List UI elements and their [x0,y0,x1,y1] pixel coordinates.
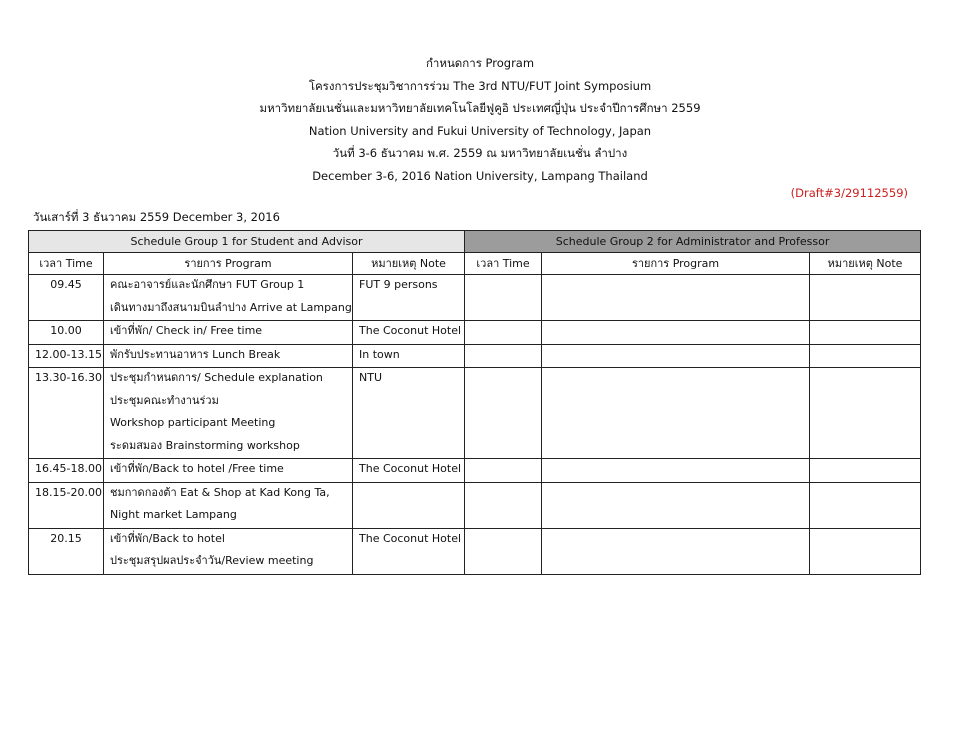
group2-time-cell [465,482,542,528]
table-row [29,344,921,368]
row-time: 13.30-16.30 [35,371,102,384]
header-line-project: โครงการประชุมวิชาการร่วม The 3rd NTU/FUT Joint Symposium [308,78,652,93]
group2-program-header: รายการ Program [542,253,810,275]
group2-program-cell [542,275,810,321]
row-program-line: เดินทางมาถึงสนามบินลำปาง Arrive at Lampang [110,300,352,314]
group2-note-cell [810,482,921,528]
row-time: 18.15-20.00 [35,485,102,499]
row-note [359,483,458,506]
draft-label: (Draft#3/29112559) [790,186,908,200]
row-program-line: พักรับประทานอาหาร Lunch Break [110,347,281,361]
document-header [0,52,960,187]
row-program-line: เข้าที่พัก/ Check in/ Free time [110,324,263,337]
column-header-row [29,253,921,275]
row-program-line: Workshop participant Meeting [110,416,276,429]
group2-program-cell [542,459,810,483]
group2-note-cell [810,344,921,368]
group2-time-cell [465,368,542,459]
group-header-row [29,231,921,253]
table-row [29,459,921,483]
table-row [29,482,921,528]
row-program-line: ประชุมกำหนดการ/ Schedule explanation [110,371,323,384]
group2-note-cell [810,528,921,574]
group2-note-cell [810,368,921,459]
row-note: In town [359,347,400,361]
schedule-table [28,230,921,575]
group2-time-cell [465,459,542,483]
group2-time-cell [465,344,542,368]
group2-header: Schedule Group 2 for Administrator and Professor [465,231,921,253]
header-line-universities-english: Nation University and Fukui University of Technology, Japan [308,123,652,138]
table-row [29,368,921,459]
header-line-date-thai: วันที่ 3-6 ธันวาคม พ.ศ. 2559 ณ มหาวิทยาลัยเนชั่น ลำปาง [332,146,628,160]
row-program-line: คณะอาจารย์และนักศึกษา FUT Group 1 [110,278,305,291]
row-program-line: เข้าที่พัก/Back to hotel [110,531,225,545]
row-note: FUT 9 persons [359,278,438,291]
group1-note-header: หมายเหตุ Note [353,253,465,275]
row-program-line: ระดมสมอง Brainstorming workshop [110,438,300,452]
row-program-line: ประชุมคณะทำงานร่วม [110,393,219,407]
group2-time-header: เวลา Time [465,253,542,275]
group1-header: Schedule Group 1 for Student and Advisor [29,231,465,253]
row-note: The Coconut Hotel [359,324,462,337]
row-note: NTU [359,371,382,384]
row-time: 20.15 [50,531,82,545]
group2-note-header: หมายเหตุ Note [810,253,921,275]
group2-program-cell [542,321,810,345]
group2-note-cell [810,459,921,483]
table-row [29,528,921,574]
row-time: 16.45-18.00 [35,462,102,475]
row-program-line: ชมกาดกองต้า Eat & Shop at Kad Kong Ta, [110,485,330,499]
group2-time-cell [465,528,542,574]
header-line-universities-thai: มหาวิทยาลัยเนชั่นและมหาวิทยาลัยเทคโนโลยีฟูคูอิ ประเทศญี่ปุ่น ประจำปีการศึกษา 2559 [259,101,701,115]
group2-program-cell [542,368,810,459]
group2-time-cell [465,321,542,345]
group2-time-cell [465,275,542,321]
row-note: The Coconut Hotel [359,462,462,475]
header-line-date-english: December 3-6, 2016 Nation University, Lampang Thailand [312,168,648,183]
group2-program-cell [542,528,810,574]
header-line-title: กำหนดการ Program [425,56,535,70]
group2-note-cell [810,321,921,345]
row-program-line: ประชุมสรุปผลประจำวัน/Review meeting [110,554,314,567]
table-row [29,275,921,321]
row-time: 12.00-13.15 [35,347,102,361]
row-note: The Coconut Hotel [359,531,462,545]
row-time: 10.00 [50,324,82,337]
row-program-line: Night market Lampang [110,508,237,521]
group2-note-cell [810,275,921,321]
row-program-line: เข้าที่พัก/Back to hotel /Free time [110,462,284,475]
group2-program-cell [542,344,810,368]
row-time: 09.45 [50,278,82,291]
group1-program-header: รายการ Program [104,253,353,275]
date-heading: วันเสาร์ที่ 3 ธันวาคม 2559 December 3, 2016 [33,210,280,224]
group1-time-header: เวลา Time [29,253,104,275]
table-row [29,321,921,345]
group2-program-cell [542,482,810,528]
